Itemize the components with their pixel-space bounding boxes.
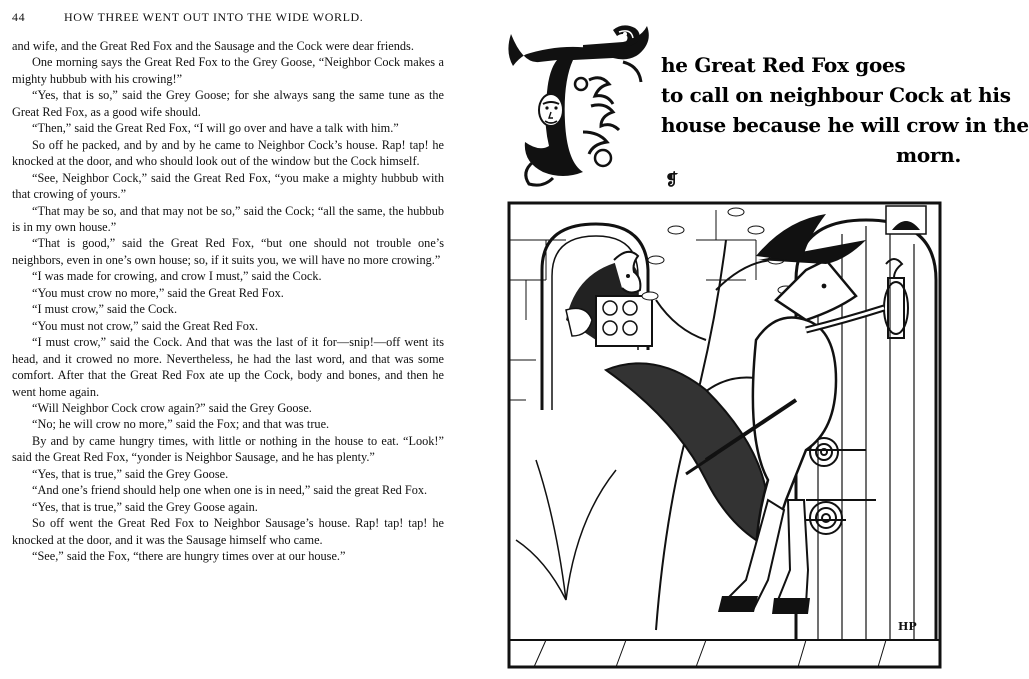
decorated-initial-t-image <box>503 22 663 192</box>
illustration-caption <box>503 22 1029 192</box>
paragraph: “Yes, that is so,” said the Grey Goose; for she always sang the same tune as the Great Red Fox, as a good wife should. <box>12 88 444 119</box>
caption-line: to call on neighbour Cock at his <box>661 83 1011 107</box>
running-title: HOW THREE WENT OUT INTO THE WIDE WORLD. <box>64 10 364 24</box>
paragraph: “No; he will crow no more,” said the Fox; and that was true. <box>32 417 330 432</box>
artist-monogram: HP <box>898 620 917 633</box>
paragraph: “You must crow no more,” said the Great Red Fox. <box>32 285 284 300</box>
paragraph: “See,” said the Fox, “there are hungry times over at our house.” <box>32 549 346 564</box>
paragraph: “Will Neighbor Cock crow again?” said the Grey Goose. <box>32 400 312 415</box>
paragraph: “You must not crow,” said the Great Red Fox. <box>32 318 259 333</box>
caption-line: he Great Red Fox goes <box>661 53 906 77</box>
paragraph: “That is good,” said the Great Red Fox, “but one should not trouble one’s neighbors, even in one’s own house; so, if it suits you, we will have no more crowing.” <box>12 236 444 267</box>
paragraph: One morning says the Great Red Fox to the Grey Goose, “Neighbor Cock makes a mighty hubbub with his crowing!” <box>12 55 444 86</box>
caption-line: house because he will crow in the <box>661 113 1029 137</box>
paragraph: “I must crow,” said the Cock. And that was the last of it for—snip!—off went its head, and it crowed no more. Nevertheless, he had the last word, and that was some comfort. After that the Great Red Fox ate up the Cock, body and bones, and then he went home again. <box>12 335 444 399</box>
paragraph: “Then,” said the Great Red Fox, “I will go over and have a talk with him.” <box>32 121 399 136</box>
right-page <box>478 0 1029 679</box>
paragraph: “Yes, that is true,” said the Grey Goose again. <box>32 499 258 514</box>
paragraph: “And one’s friend should help one when one is in need,” said the great Red Fox. <box>32 483 428 498</box>
caption-text <box>661 50 1029 170</box>
paragraph: “See, Neighbor Cock,” said the Great Red Fox, “you make a mighty hubbub with that crowing of yours.” <box>12 170 444 202</box>
paragraph-mark: ❡ <box>665 170 679 189</box>
paragraph: So off went the Great Red Fox to Neighbor Sausage’s house. Rap! tap! tap! he knocked at the door, and it was the Sausage himself who came. <box>12 516 444 547</box>
left-page <box>0 0 470 679</box>
paragraph: “Yes, that is true,” said the Grey Goose. <box>32 466 229 481</box>
paragraph: By and by came hungry times, with little or nothing in the house to eat. “Look!” said the Great Red Fox, “yonder is Neighbor Sausage, and he has plenty.” <box>12 433 444 465</box>
running-head <box>12 10 452 28</box>
fox-knocking-illustration-image <box>506 200 943 670</box>
paragraph: and wife, and the Great Red Fox and the Sausage and the Cock were dear friends. <box>12 39 414 53</box>
paragraph: “That may be so, and that may not be so,” said the Cock; “all the same, the hubbub is in my own house.” <box>12 203 444 234</box>
page-number: 44 <box>12 10 26 24</box>
paragraph: “I must crow,” said the Cock. <box>32 302 178 317</box>
caption-line: morn. <box>895 143 961 167</box>
paragraph: So off he packed, and by and by he came to Neighbor Cock’s house. Rap! tap! he knocked at the door, and who should look out of the window but the Cock himself. <box>12 137 444 169</box>
story-text <box>12 38 444 565</box>
paragraph: “I was made for crowing, and crow I must,” said the Cock. <box>32 269 322 284</box>
